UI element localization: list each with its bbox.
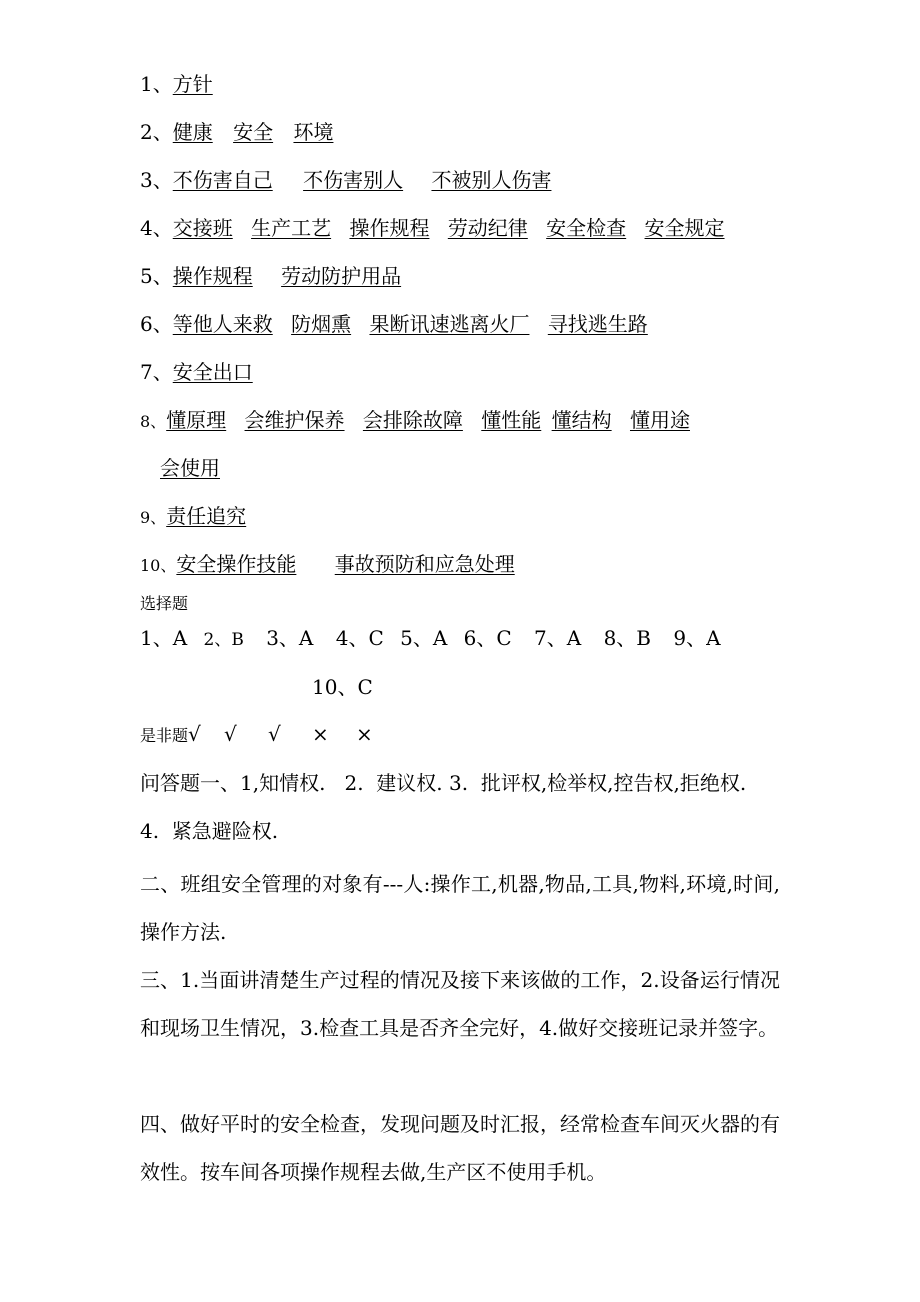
blank-answer: 安全出口 (172, 360, 253, 384)
blank-answer: 懂原理 (166, 408, 227, 432)
blank-answer: 果断讯速逃离火厂 (369, 312, 530, 336)
item-number: 5、 (140, 264, 173, 288)
blank-answer: 操作规程 (172, 264, 253, 288)
blank-answer: 懂用途 (629, 408, 690, 432)
blank-answer: 安全规定 (644, 216, 725, 240)
blank-answer: 操作规程 (349, 216, 430, 240)
blank-line-2 (140, 120, 333, 144)
blank-line-9 (140, 504, 246, 530)
multiple-choice-last: 10、C (312, 675, 373, 699)
blank-answer: 安全 (233, 120, 274, 144)
blank-answer: 安全操作技能 (176, 552, 297, 576)
blank-answer: 生产工艺 (251, 216, 332, 240)
blank-line-5 (140, 264, 401, 288)
item-number: 10、 (140, 556, 177, 575)
blank-answer: 事故预防和应急处理 (334, 552, 515, 576)
blank-line-1 (140, 72, 213, 96)
true-false-heading: 是非题 (140, 726, 189, 745)
blank-answer: 不被别人伤害 (431, 168, 552, 192)
choice-answer: 6、C (463, 626, 512, 650)
blank-answer: 健康 (172, 120, 213, 144)
blank-answer: 会排除故障 (362, 408, 463, 432)
blank-answer: 会使用 (160, 456, 220, 480)
item-number: 9、 (140, 508, 167, 527)
essay-q4: 四、做好平时的安全检查，发现问题及时汇报，经常检查车间灭火器的有效性。按车间各项操作规程去做,生产区不使用手机。 (140, 1112, 780, 1184)
choice-answer: 8、B (603, 626, 651, 650)
blank-answer: 会维护保养 (244, 408, 345, 432)
item-number: 4、 (140, 216, 173, 240)
item-number: 1、 (140, 72, 173, 96)
multiple-choice-heading: 选择题 (140, 594, 189, 613)
blank-answer: 劳动纪律 (447, 216, 528, 240)
multiple-choice-answers (140, 626, 721, 652)
blank-answer: 责任追究 (166, 504, 247, 528)
choice-answer: 4、C (335, 626, 384, 650)
choice-answer: 5、A (400, 626, 448, 650)
true-false-mark: √ (268, 722, 281, 746)
choice-answer: 2、B (203, 630, 244, 650)
blank-line-3 (140, 168, 551, 192)
choice-answer: 1、A (140, 626, 188, 650)
true-false-mark: × (356, 722, 373, 746)
choice-answer: 9、A (673, 626, 721, 650)
true-false-mark: √ (224, 722, 237, 746)
blank-answer: 方针 (172, 72, 213, 96)
blank-answer: 劳动防护用品 (281, 264, 402, 288)
essay-q1-line2: 4. 紧急避险权. (140, 819, 279, 843)
blank-line-8 (140, 408, 690, 434)
true-false-answers (140, 722, 400, 748)
blank-line-4 (140, 216, 725, 240)
blank-answer: 不伤害自己 (172, 168, 273, 192)
blank-answer: 环境 (293, 120, 334, 144)
blank-answer: 安全检查 (546, 216, 627, 240)
essay-q3: 三、1.当面讲清楚生产过程的情况及接下来该做的工作，2.设备运行情况和现场卫生情况，3.检查工具是否齐全完好，4.做好交接班记录并签字。 (140, 968, 780, 1040)
blank-line-8-continuation (160, 456, 220, 480)
essay-q2: 二、班组安全管理的对象有---人:操作工,机器,物品,工具,物料,环境,时间,操作方法. (140, 872, 780, 944)
blank-answer: 等他人来救 (172, 312, 273, 336)
blank-answer: 懂结构 (551, 408, 612, 432)
blank-line-10 (140, 552, 515, 578)
true-false-mark: × (312, 722, 329, 746)
blank-answer: 寻找逃生路 (547, 312, 648, 336)
choice-answer: 7、A (534, 626, 582, 650)
true-false-mark: √ (188, 722, 201, 746)
item-number: 6、 (140, 312, 173, 336)
blank-line-6 (140, 312, 648, 336)
blank-answer: 懂性能 (481, 408, 542, 432)
item-number: 7、 (140, 360, 173, 384)
blank-line-7 (140, 360, 253, 384)
item-number: 3、 (140, 168, 173, 192)
choice-answer: 3、A (266, 626, 314, 650)
essay-q1-line1: 问答题一、1,知情权. 2. 建议权. 3. 批评权,检举权,控告权,拒绝权. (140, 771, 747, 795)
blank-answer: 不伤害别人 (303, 168, 404, 192)
item-number: 8、 (140, 412, 167, 431)
item-number: 2、 (140, 120, 173, 144)
blank-answer: 交接班 (172, 216, 233, 240)
blank-answer: 防烟熏 (291, 312, 352, 336)
